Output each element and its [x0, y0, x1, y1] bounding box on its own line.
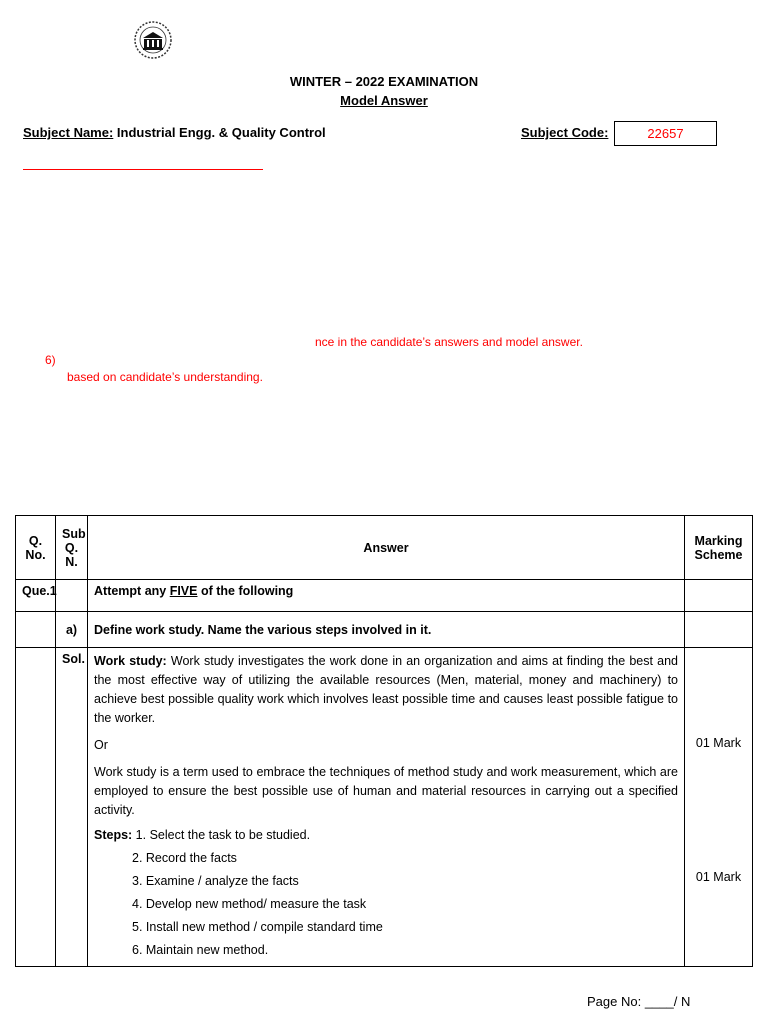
subject-name-label: Subject Name:: [23, 125, 114, 140]
solution-cell: [88, 648, 685, 967]
list-item: 5. Install new method / compile standard time: [132, 920, 383, 934]
header-answer: Answer: [88, 516, 685, 580]
table-header-row: [16, 516, 753, 580]
model-answer-heading: Model Answer: [340, 93, 428, 108]
mark-label: 01 Mark: [695, 736, 742, 750]
work-study-definition-2: Work study is a term used to embrace the techniques of method study and work measurement, which are employed to ensure the best possible use of human and material resources in carrying out a specified activity.: [94, 765, 678, 817]
header-subq: Sub Q. N.: [56, 516, 88, 580]
table-row: [16, 580, 753, 612]
instruction-line: nce in the candidate’s answers and model answer.: [315, 335, 583, 349]
steps-list: [94, 824, 678, 962]
or-text: Or: [94, 738, 108, 752]
mark-label: 01 Mark: [695, 870, 742, 884]
list-item: 6. Maintain new method.: [132, 943, 269, 957]
list-item: 3. Examine / analyze the facts: [132, 874, 299, 888]
subject-name: [23, 125, 326, 140]
subq-cell: a): [56, 612, 88, 648]
divider-line: [23, 169, 263, 170]
header-marking: Marking Scheme: [685, 516, 753, 580]
sol-label: Sol.: [56, 648, 88, 967]
instruction-line: based on candidate’s understanding.: [67, 370, 263, 384]
subject-code-label: Subject Code:: [521, 125, 609, 140]
subject-code-value: 22657: [614, 121, 717, 146]
exam-title: WINTER – 2022 EXAMINATION: [289, 74, 479, 89]
marking-cell: [685, 648, 753, 967]
answer-table: [15, 515, 753, 967]
list-item: 4. Develop new method/ measure the task: [132, 897, 367, 911]
list-item: 2. Record the facts: [132, 851, 237, 865]
attempt-instruction: Attempt any FIVE of the following: [88, 580, 685, 612]
institution-logo-icon: [131, 20, 175, 60]
work-study-definition: Work study: Work study investigates the work done in an organization and aims at finding the best and the most effective way of utilizing the available resources (Men, material, money and machinery) to achieve best possible quality work which involves least possible time and causes least possible fatigue to the worker.: [94, 654, 678, 725]
subject-name-value: Industrial Engg. & Quality Control: [113, 125, 326, 140]
instruction-number: 6): [45, 353, 56, 367]
question-text: Define work study. Name the various steps involved in it.: [88, 612, 685, 648]
page-number: Page No: ____/ N: [587, 994, 691, 1009]
qno-cell: Que.1: [16, 580, 56, 612]
header-qno: Q. No.: [16, 516, 56, 580]
table-row: [16, 648, 753, 967]
table-row: [16, 612, 753, 648]
list-item: Steps: 1. Select the task to be studied.: [94, 828, 311, 842]
